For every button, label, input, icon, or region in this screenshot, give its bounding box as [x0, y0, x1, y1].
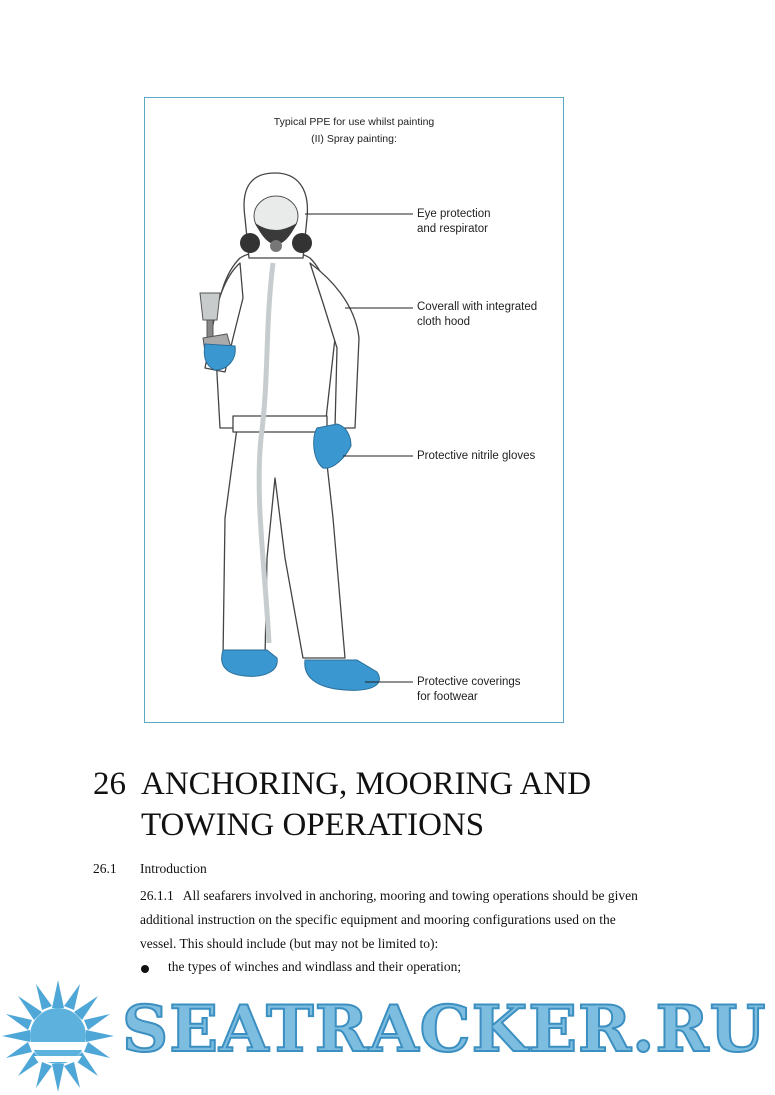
bullet-item: the types of winches and windlass and their operation; [168, 959, 462, 974]
paragraph-number: 26.1.1 [140, 888, 174, 903]
spray-painter-illustration [145, 98, 563, 722]
chapter-number: 26 [93, 766, 126, 802]
callout-gloves: Protective nitrile gloves [417, 450, 536, 462]
section-title: Introduction [140, 861, 207, 876]
section-number: 26.1 [93, 861, 117, 876]
paragraph-26-1-1: 26.1.1 All seafarers involved in anchoring, mooring and towing operations should be given additional instruction on the specific equipment and mooring configurations used on the vessel. This should include (but may not be limited to): [140, 888, 638, 951]
chapter-title: ANCHORING, MOORING AND TOWING OPERATIONS [141, 766, 592, 843]
callout-eye-protection: Eye protection and respirator [417, 208, 491, 235]
callout-footwear: Protective coverings for footwear [417, 676, 521, 703]
watermark-text: SEATRACKER.RU [122, 992, 767, 1067]
figure-subtitle: (II) Spray painting: [311, 133, 397, 145]
bullet-icon [141, 965, 149, 973]
ppe-figure [144, 97, 564, 723]
figure-title: Typical PPE for use whilst painting [273, 116, 435, 128]
callout-coverall: Coverall with integrated cloth hood [417, 301, 538, 328]
